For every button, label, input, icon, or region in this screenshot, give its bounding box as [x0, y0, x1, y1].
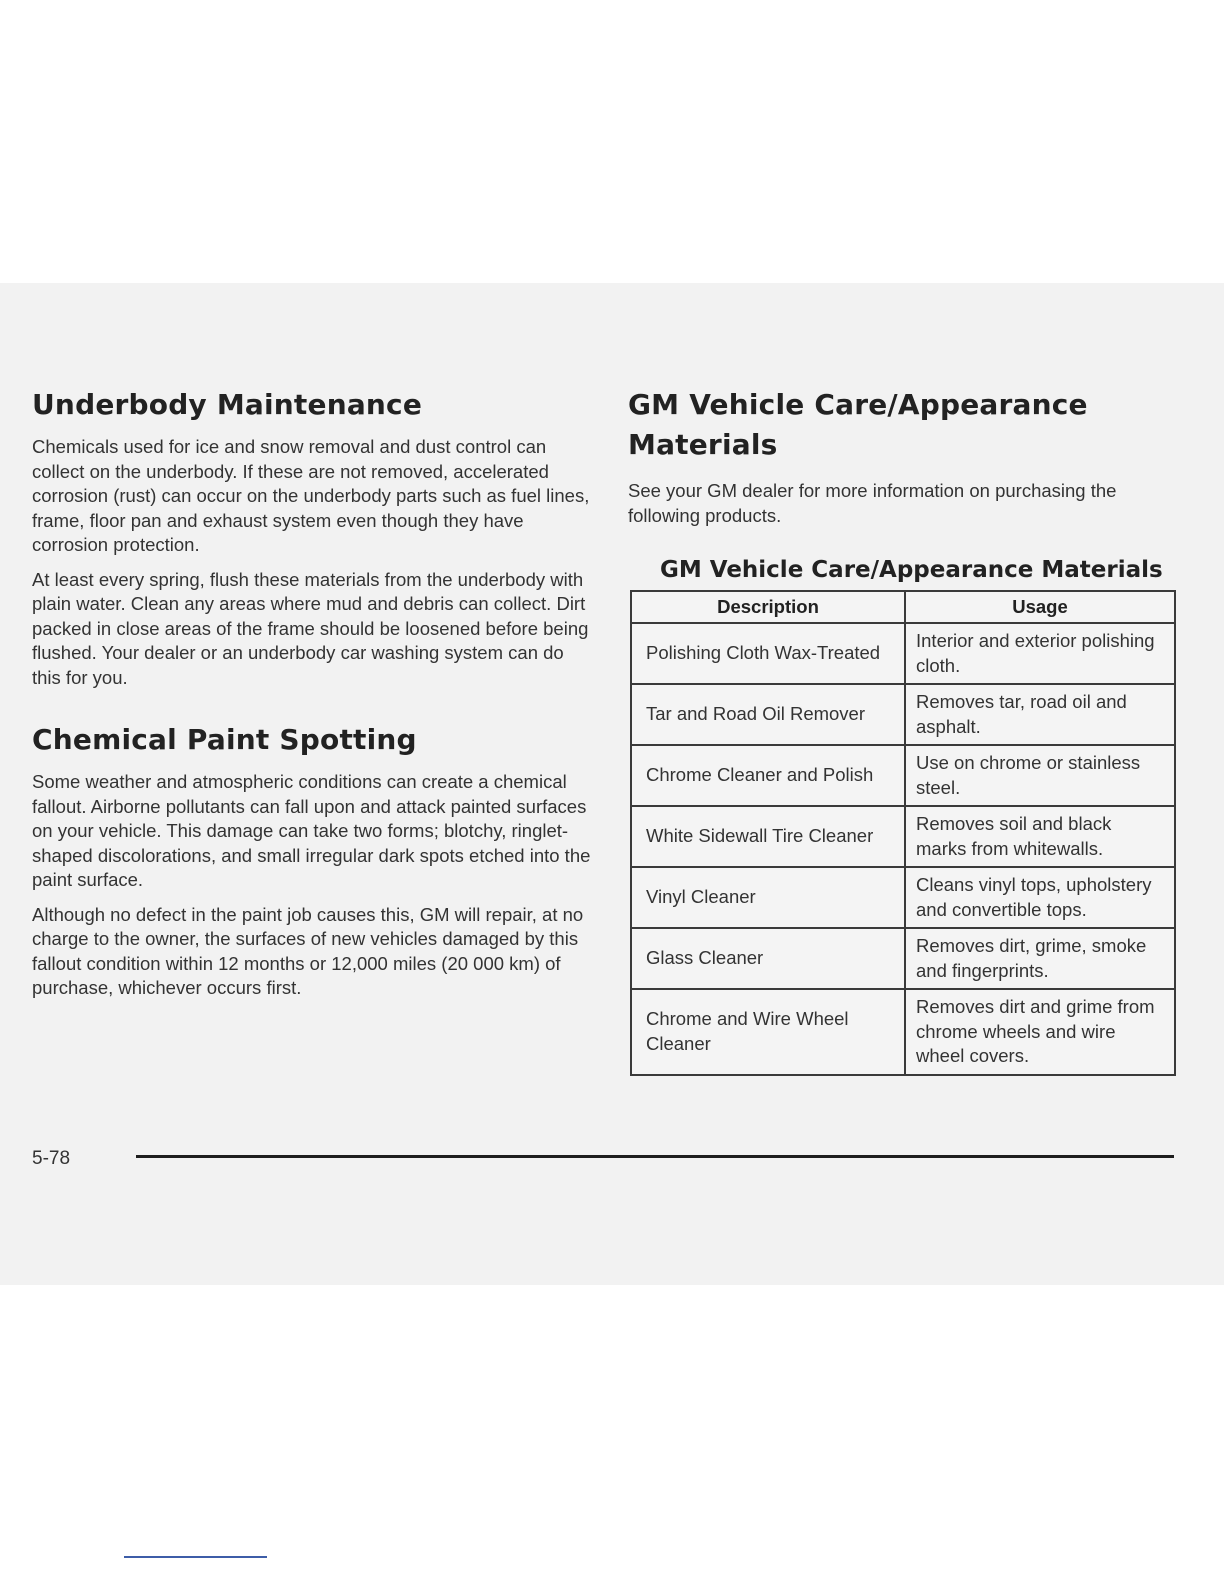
usage-cell: Interior and exterior polishing cloth.: [905, 623, 1175, 684]
description-cell: Chrome and Wire Wheel Cleaner: [631, 989, 905, 1075]
table-row: [631, 745, 1175, 806]
description-cell: Polishing Cloth Wax-Treated: [631, 623, 905, 684]
table-header-row: [631, 591, 1175, 623]
bottom-link-underline[interactable]: [124, 1556, 267, 1558]
description-cell: White Sidewall Tire Cleaner: [631, 806, 905, 867]
description-cell: Glass Cleaner: [631, 928, 905, 989]
paint-spotting-paragraph-1: Some weather and atmospheric conditions can create a chemical fallout. Airborne pollutants can fall upon and attack painted surfaces on your vehicle. This damage can take two forms; blotchy, ringlet-shaped discolorations, and small irregular dark spots etched into the paint surface.: [32, 771, 591, 890]
usage-cell: Cleans vinyl tops, upholstery and convertible tops.: [905, 867, 1175, 928]
care-materials-intro: See your GM dealer for more information on purchasing the following products.: [628, 480, 1117, 526]
paint-spotting-paragraph-2: Although no defect in the paint job causes this, GM will repair, at no charge to the owner, the surfaces of new vehicles damaged by this fallout condition within 12 months or 12,000 miles (20 000 km) of purchase, whichever occurs first.: [32, 903, 584, 998]
table-row: [631, 623, 1175, 684]
table-row: [631, 806, 1175, 867]
usage-cell: Use on chrome or stainless steel.: [905, 745, 1175, 806]
description-cell: Tar and Road Oil Remover: [631, 684, 905, 745]
table-row: [631, 928, 1175, 989]
page-number: 5-78: [32, 1148, 71, 1169]
footer-divider: [136, 1155, 1174, 1158]
table-title: GM Vehicle Care/Appearance Materials: [660, 557, 1163, 583]
right-column: [628, 385, 1178, 1076]
care-materials-table: [630, 590, 1176, 1076]
underbody-paragraph-1: Chemicals used for ice and snow removal and dust control can collect on the underbody. If these are not removed, accelerated corrosion (rust) can occur on the underbody parts such as fuel lines, frame, floor pan and exhaust system even though they have corrosion protection.: [32, 436, 590, 555]
care-materials-heading: GM Vehicle Care/Appearance Materials: [628, 388, 1088, 461]
description-cell: Vinyl Cleaner: [631, 867, 905, 928]
usage-cell: Removes dirt and grime from chrome wheels and wire wheel covers.: [905, 989, 1175, 1075]
usage-cell: Removes dirt, grime, smoke and fingerprints.: [905, 928, 1175, 989]
underbody-heading: Underbody Maintenance: [32, 388, 423, 421]
usage-cell: Removes soil and black marks from whitewalls.: [905, 806, 1175, 867]
table-row: [631, 989, 1175, 1075]
table-row: [631, 684, 1175, 745]
table-row: [631, 867, 1175, 928]
underbody-paragraph-2: At least every spring, flush these materials from the underbody with plain water. Clean any areas where mud and debris can collect. Dirt packed in close areas of the frame should be loosened before being flushed. Your dealer or an underbody car washing system can do this for you.: [32, 568, 589, 688]
left-column: [32, 385, 592, 1011]
paint-spotting-heading: Chemical Paint Spotting: [32, 723, 417, 756]
column-header-description: Description: [631, 591, 905, 623]
column-header-usage: Usage: [905, 591, 1175, 623]
description-cell: Chrome Cleaner and Polish: [631, 745, 905, 806]
usage-cell: Removes tar, road oil and asphalt.: [905, 684, 1175, 745]
